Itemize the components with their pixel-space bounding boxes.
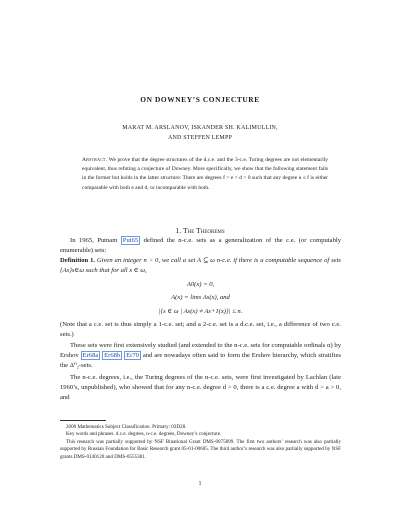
- citation-link[interactable]: Put65: [122, 237, 139, 244]
- abstract-label: Abstract.: [82, 157, 108, 163]
- definition-text: Given an integer n > 0, we call a set A ⊆ ω n-c.e. if there is a computable sequence of sets {As}s∈ω such that for all x ∈ ω,: [60, 257, 341, 275]
- footnote-rule: [60, 420, 106, 421]
- citation-link[interactable]: Er70: [126, 352, 139, 360]
- citation-link[interactable]: Er68a: [82, 352, 99, 360]
- definition-label: Definition 1.: [60, 257, 96, 264]
- ershov-text-before: These sets were first extensively studied (and extended to the n-c.e. sets for computable ordinals α) by Ershov: [60, 342, 341, 360]
- citation-link[interactable]: Er68b: [104, 352, 121, 360]
- equation-line: A(x) = lims As(x), and: [171, 294, 230, 301]
- section-heading: [0, 226, 400, 235]
- intro-paragraph: [60, 236, 341, 256]
- paper-title: ON DOWNEY’S CONJECTURE: [140, 95, 260, 104]
- section-title: The Theorems: [183, 226, 225, 235]
- footnotes: [60, 424, 341, 461]
- abstract-text: We prove that the degree structures of the d.c.e. and the 3-c.e. Turing degrees are not elementarily equivalent, thus refuting a conjecture of Downey. More specifically, we show that the following statement fails in the former but holds in the latter structure: There are degrees f > e > d > 0 such that any degree u ≤ f is either comparable with both e and d, or incomparable with both.: [82, 157, 328, 191]
- abstract: [82, 156, 328, 193]
- author-list: [0, 124, 400, 143]
- footnote: Key words and phrases. d.c.e. degrees, n-c.e. degrees, Downey’s conjecture.: [66, 431, 222, 438]
- author-line-1: MARAT M. ARSLANOV, ISKANDER SH. KALIMULLIN,: [122, 125, 278, 131]
- equation-line: |{s ∈ ω | As(x) ≠ As+1(x)}| ≤ n.: [158, 308, 243, 315]
- equation-line: A0(x) = 0,: [186, 281, 215, 288]
- author-line-2: AND STEFFEN LEMPP: [167, 134, 233, 141]
- page-number: 1: [198, 481, 202, 487]
- degrees-paragraph: The n-c.e. degrees, i.e., the Turing degrees of the n-c.e. sets, were first investigated by Lachlan (late 1960’s, unpublished), who showed that for any n-c.e. degree d > 0, there is a c.e. degree a with d > a > 0, and: [60, 374, 341, 402]
- intro-text-after: defined the n-c.e. sets as a generalization of the c.e. (or computably enumerable) sets:: [60, 237, 341, 255]
- note-paragraph: (Note that a c.e. set is thus simply a 1-c.e. set; and a 2-c.e. set is a d.c.e. set, i.e., a difference of two c.e. sets.): [60, 321, 341, 339]
- footnote: This research was partially supported by NSF Binational Grant DMS-0075899. The first two authors’ research was also partially supported by Russian Foundation for Basic Research grant 05-01-00605. The third author’s research was also partially supported by NSF grants DMS-0140120 and DMS-0555381.: [60, 438, 341, 460]
- ershov-text-after: and are nowadays often said to form the Ershov hierarchy, which stratifies the Δ⁰₂-sets.: [60, 352, 341, 370]
- section-number: 1.: [175, 226, 182, 235]
- ershov-paragraph: [60, 341, 341, 372]
- intro-text-before: In 1965, Putnam: [70, 237, 118, 244]
- footnote: 2000 Mathematics Subject Classification. Primary: 03D28.: [66, 424, 187, 430]
- definition-1: [60, 256, 341, 276]
